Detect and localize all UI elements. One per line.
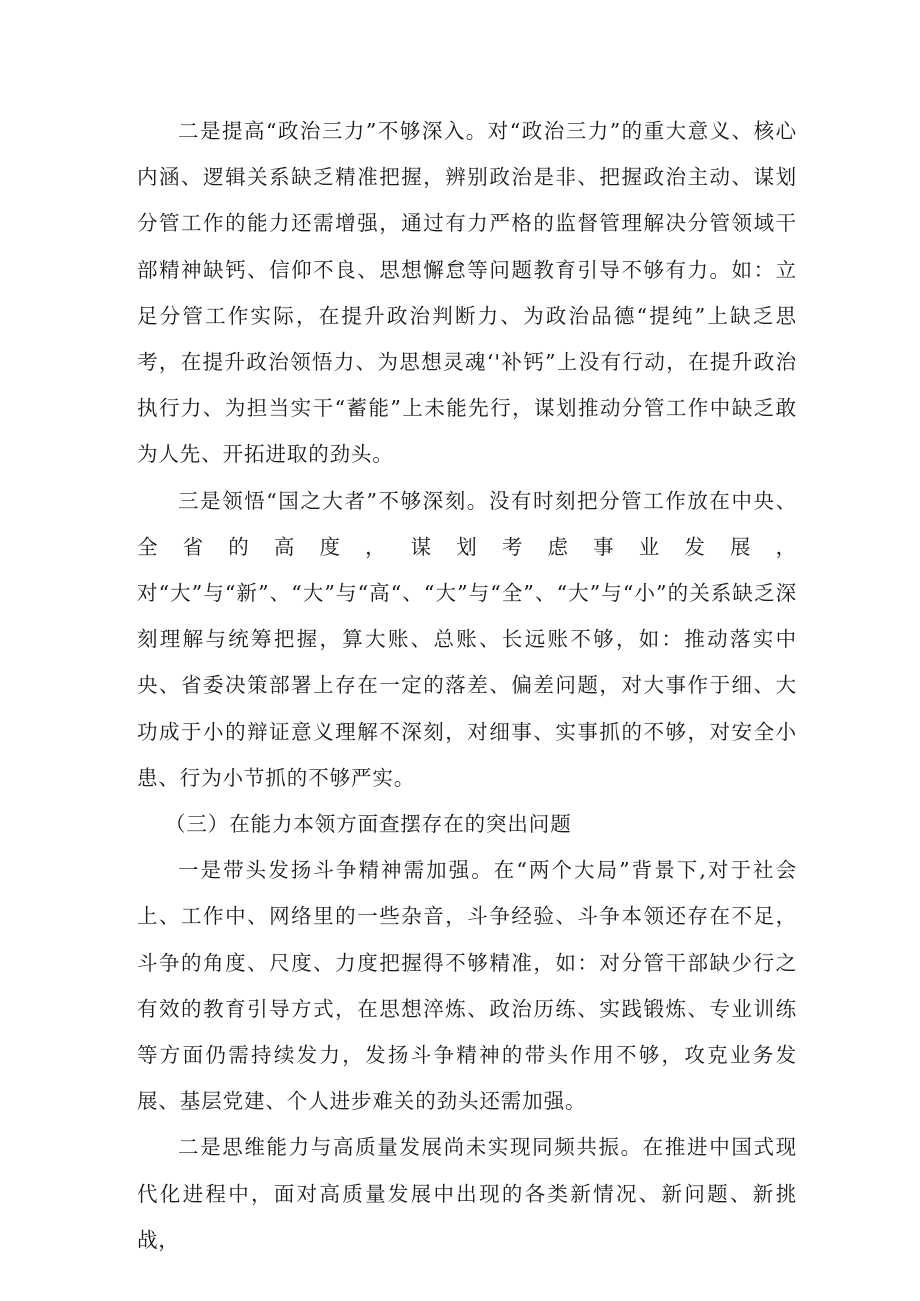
paragraph-thinking-ability: 二是思维能力与高质量发展尚未实现同频共振。在推进中国式现代化进程中，面对高质量发展中出现的各类新情况、新问题、新挑战， <box>137 1135 797 1252</box>
section-heading-ability: （三）在能力本领方面查摆存在的突出问题 <box>165 812 572 837</box>
paragraph-struggle-spirit: 一是带头发扬斗争精神需加强。在“两个大局”背景下,对于社会上、工作中、网络里的一些杂音，斗争经验、斗争本领还存在不足，斗争的角度、尺度、力度把握得不够精准，如：对分管干部缺少行之有效的教育引导方式，在思想淬炼、政治历练、实践锻炼、专业训练等方面仍需持续发力，发扬斗争精神的带头作用不够，攻克业务发展、基层党建、个人进步难关的劲头还需加强。 <box>137 858 797 1114</box>
paragraph-national-affairs: 三是领悟“国之大者”不够深刻。没有时刻把分管工作放在中央、全省的高度，谋划考虑事业发展，对“大”与“新”、“大”与“高“、“大”与“全”、“大”与“小”的关系缺乏深刻理解与统筹把握，算大账、总账、长远账不够，如：推动落实中央、省委决策部署上存在一定的落差、偏差问题，对大事作于细、大功成于小的辩证意义理解不深刻，对细事、实事抓的不够，对安全小患、行为小节抓的不够严实。 <box>137 488 797 790</box>
document-body <box>137 108 797 1263</box>
paragraph-political-three-forces: 二是提高“政治三力”不够深入。对“政治三力”的重大意义、核心内涵、逻辑关系缺乏精准把握，辨别政治是非、把握政治主动、谋划分管工作的能力还需增强，通过有力严格的监督管理解决分管领域干部精神缺钙、信仰不良、思想懈怠等问题教育引导不够有力。如：立足分管工作实际，在提升政治判断力、为政治品德“提纯”上缺乏思考，在提升政治领悟力、为思想灵魂‘'补钙”上没有行动，在提升政治执行力、为担当实干“蓄能”上未能先行，谋划推动分管工作中缺乏敢为人先、开拓进取的劲头。 <box>137 119 797 467</box>
